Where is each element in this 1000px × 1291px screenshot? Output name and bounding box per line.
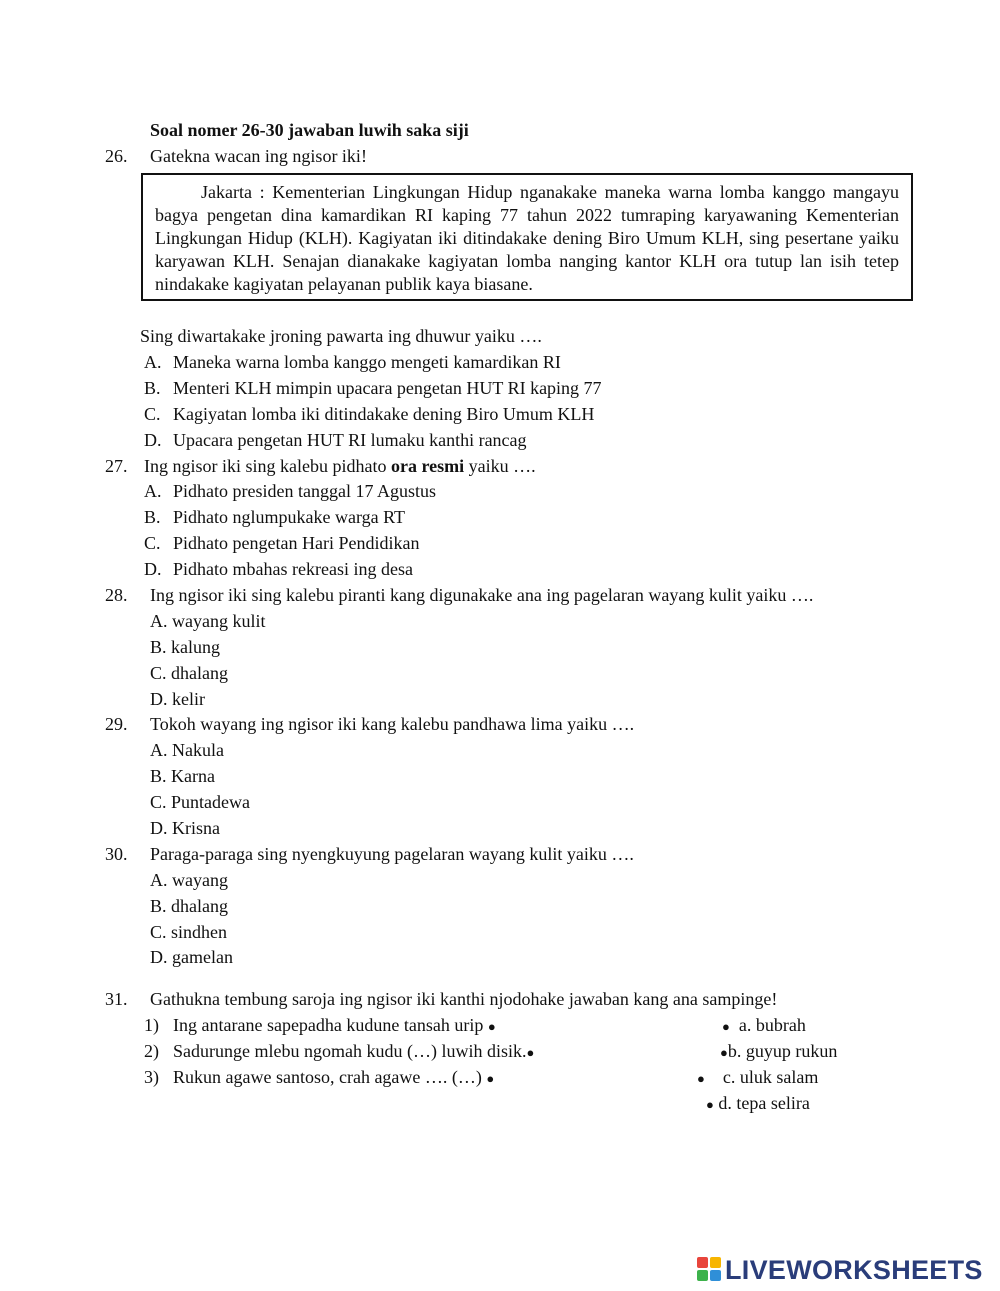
question-29-number: 29. bbox=[105, 714, 128, 734]
match-right-d-dot[interactable]: ● bbox=[706, 1097, 714, 1112]
question-27-prompt bbox=[144, 455, 536, 477]
match-left-1-number: 1) bbox=[144, 1015, 159, 1035]
match-right-a-text: a. bubrah bbox=[738, 1015, 806, 1035]
logo-square-red bbox=[697, 1257, 708, 1268]
question-31-prompt: Gathukna tembung saroja ing ngisor iki kanthi njodohake jawaban kang ana sampinge! bbox=[150, 989, 778, 1009]
q27-option-d-text: Pidhato mbahas rekreasi ing desa bbox=[173, 559, 413, 579]
q26-option-d-letter[interactable]: D. bbox=[144, 430, 162, 450]
match-left-2-number: 2) bbox=[144, 1041, 159, 1061]
reading-passage-box bbox=[141, 173, 913, 301]
question-27-number: 27. bbox=[105, 456, 128, 476]
q26-option-c-text: Kagiyatan lomba iki ditindakake dening Biro Umum KLH bbox=[173, 404, 595, 424]
q27-option-a-text: Pidhato presiden tanggal 17 Agustus bbox=[173, 481, 436, 501]
liveworksheets-logo-text: LIVEWORKSHEETS bbox=[725, 1254, 983, 1285]
match-left-1-dot[interactable]: ● bbox=[487, 1019, 496, 1034]
q27-prompt-emphasis: ora resmi bbox=[390, 456, 465, 476]
match-left-2-dot[interactable]: ● bbox=[526, 1045, 535, 1060]
q27-option-d-letter[interactable]: D. bbox=[144, 559, 162, 579]
match-left-3-dot[interactable]: ● bbox=[486, 1071, 495, 1086]
match-left-3[interactable] bbox=[173, 1066, 494, 1090]
q29-option-b[interactable]: B. Karna bbox=[150, 766, 215, 786]
q27-prompt-end: yaiku …. bbox=[464, 456, 536, 476]
reading-passage: Jakarta : Kementerian Lingkungan Hidup nganakake maneka warna lomba kanggo mangayu bagya pengetan dina kamardikan RI kaping 77 tahun 2022 tumraping karyawaning Kementerian Lingkungan Hidup (KLH). Kagiyatan iki ditindakake dening Biro Umum KLH, sing pesertane yaiku karyawan KLH. Senajan dianakake kagiyatan lomba nanging kantor KLH ora tutup lan isih tetep nindakake kagiyatan pelayanan publik kaya biasane. bbox=[155, 182, 899, 294]
logo-square-green bbox=[697, 1270, 708, 1281]
q30-option-a[interactable]: A. wayang bbox=[150, 870, 228, 890]
match-right-c-text: c. uluk salam bbox=[722, 1067, 819, 1087]
question-26-prompt: Gatekna wacan ing ngisor iki! bbox=[150, 146, 367, 166]
q27-option-c-letter[interactable]: C. bbox=[144, 533, 161, 553]
q29-option-a[interactable]: A. Nakula bbox=[150, 740, 224, 760]
question-29-prompt: Tokoh wayang ing ngisor iki kang kalebu pandhawa lima yaiku …. bbox=[150, 714, 635, 734]
q29-option-c[interactable]: C. Puntadewa bbox=[150, 792, 250, 812]
q28-option-c[interactable]: C. dhalang bbox=[150, 663, 228, 683]
match-right-a-dot[interactable]: ● bbox=[722, 1019, 730, 1034]
match-left-2[interactable] bbox=[173, 1040, 534, 1064]
q27-option-b-letter[interactable]: B. bbox=[144, 507, 161, 527]
q27-option-c-text: Pidhato pengetan Hari Pendidikan bbox=[173, 533, 420, 553]
question-30-prompt: Paraga-paraga sing nyengkuyung pagelaran wayang kulit yaiku …. bbox=[150, 844, 634, 864]
liveworksheets-logo bbox=[697, 1255, 983, 1285]
match-right-b-dot[interactable]: ● bbox=[720, 1045, 728, 1060]
q26-option-b-letter[interactable]: B. bbox=[144, 378, 161, 398]
match-left-2-text: Sadurunge mlebu ngomah kudu (…) luwih disik. bbox=[173, 1041, 527, 1061]
q29-option-d[interactable]: D. Krisna bbox=[150, 818, 220, 838]
q27-option-b-text: Pidhato nglumpukake warga RT bbox=[173, 507, 406, 527]
match-left-1-text: Ing antarane sapepadha kudune tansah urip bbox=[173, 1015, 484, 1035]
match-left-3-text: Rukun agawe santoso, crah agawe …. (…) bbox=[173, 1067, 482, 1087]
logo-square-blue bbox=[710, 1270, 721, 1281]
match-right-c-dot[interactable]: ● bbox=[697, 1071, 705, 1086]
q28-option-b[interactable]: B. kalung bbox=[150, 637, 220, 657]
match-left-3-number: 3) bbox=[144, 1067, 159, 1087]
match-left-1[interactable] bbox=[173, 1014, 496, 1038]
question-26-number: 26. bbox=[105, 146, 128, 166]
question-31-number: 31. bbox=[105, 989, 128, 1009]
q30-option-d[interactable]: D. gamelan bbox=[150, 947, 233, 967]
question-28-number: 28. bbox=[105, 585, 128, 605]
q26-option-c-letter[interactable]: C. bbox=[144, 404, 161, 424]
q26-option-a-letter[interactable]: A. bbox=[144, 352, 162, 372]
q26-option-b-text: Menteri KLH mimpin upacara pengetan HUT RI kaping 77 bbox=[173, 378, 602, 398]
q26-option-a-text: Maneka warna lomba kanggo mengeti kamardikan RI bbox=[173, 352, 561, 372]
q27-option-a-letter[interactable]: A. bbox=[144, 481, 162, 501]
section-header: Soal nomer 26-30 jawaban luwih saka siji bbox=[150, 120, 469, 140]
question-30-number: 30. bbox=[105, 844, 128, 864]
match-right-b-text: b. guyup rukun bbox=[727, 1041, 838, 1061]
q28-option-d[interactable]: D. kelir bbox=[150, 689, 205, 709]
q30-option-c[interactable]: C. sindhen bbox=[150, 922, 228, 942]
q26-option-d-text: Upacara pengetan HUT RI lumaku kanthi rancag bbox=[173, 430, 527, 450]
liveworksheets-logo-icon bbox=[697, 1257, 723, 1283]
match-right-b[interactable] bbox=[720, 1040, 837, 1064]
q30-option-b[interactable]: B. dhalang bbox=[150, 896, 228, 916]
question-28-prompt: Ing ngisor iki sing kalebu piranti kang digunakake ana ing pagelaran wayang kulit yaiku …. bbox=[150, 585, 814, 605]
logo-square-yellow bbox=[710, 1257, 721, 1268]
q27-prompt-start: Ing ngisor iki sing kalebu pidhato bbox=[144, 456, 391, 476]
match-right-c[interactable] bbox=[697, 1066, 818, 1090]
question-26-text: Sing diwartakake jroning pawarta ing dhuwur yaiku …. bbox=[140, 326, 542, 346]
q28-option-a[interactable]: A. wayang kulit bbox=[150, 611, 266, 631]
match-right-d-text: d. tepa selira bbox=[718, 1093, 810, 1113]
match-right-d[interactable] bbox=[706, 1092, 810, 1116]
match-right-a[interactable] bbox=[722, 1014, 806, 1038]
